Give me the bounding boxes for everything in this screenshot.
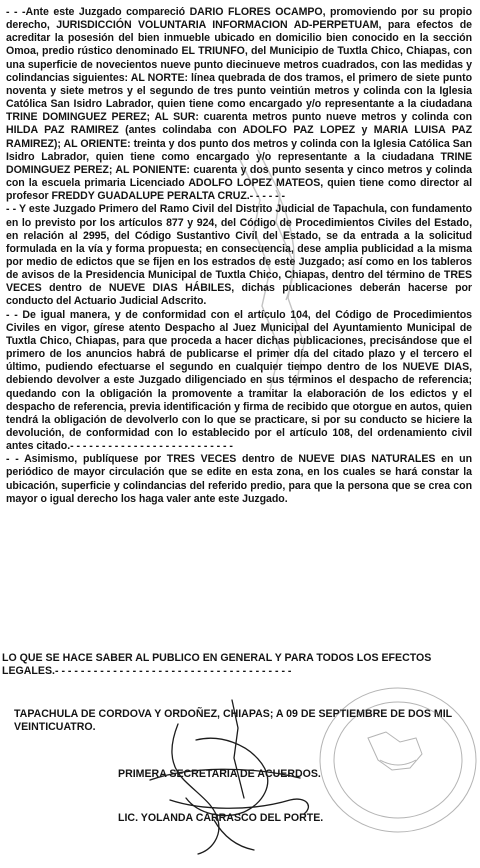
paragraph-publication: - - Asimismo, publíquese por TRES VECES dentro de NUEVE DIAS NATURALES en un periódico de mayor circulación que se edite en esta zona, en los cuales se hará constar la ubicación, superficie y colindancias del referido predio, para que la persona que se crea con mayor o igual derecho los haga valer ante este Juzgado. [6,453,472,505]
signature-office: PRIMERA SECRETARIA DE ACUERDOS. [118,768,321,780]
paragraph-petition: - - -Ante este Juzgado compareció DARIO FLORES OCAMPO, promoviendo por su propio derecho, JURISDICCIÓN VOLUNTARIA INFORMACION AD-PERPETUAM, para efectos de acreditar la posesión del bien inmueble ubicado en domicilio bien conocido en la sección Omoa, predio rústico denominado EL TRIUNFO, del Municipio de Tuxtla Chico, Chiapas, con una superficie de novecientos nueve punto diecinueve metros cuadrados, con las medidas y colindancias siguientes: AL NORTE: línea quebrada de dos tramos, el primero de siete punto noventa y siete metros y el segundo de tres punto veintiún metros y colinda con la Iglesia Católica San Isidro Labrador, quien tiene como encargado y/o representante a la ciudadana TRINE DOMINGUEZ PEREZ; AL SUR: cuarenta metros punto nueve metros y colinda con HILDA PAZ RAMIREZ (antes colindaba con ADOLFO PAZ LOPEZ y MARIA LUISA PAZ RAMIREZ); AL ORIENTE: treinta y dos punto dos metros y colinda con la Iglesia Católica San Isidro Labrador, quien tiene como encargado y/o representante a la ciudadana TRINE DOMINGUEZ PEREZ; AL PONIENTE: cuarenta y dos punto sesenta y cinco metros y colinda con la escuela primaria Licenciado ADOLFO LOPEZ MATEOS, quien tiene como director al profesor FREDDY GUADALUPE PERALTA CRUZ.- - - - - - [6,6,472,203]
paragraph-dispatch: - - De igual manera, y de conformidad con el artículo 104, del Código de Procedimientos Civiles en vigor, gírese atento Despacho al Juez Municipal del Ayuntamiento Municipal de Tuxtla Chico, Chiapas, para que proceda a hacer dichas publicaciones, precisándose que el primero de los anuncios habrá de publicarse el primer día del citado plazo y el tercero el último, pudiendo efectuarse el segundo en cualquier tiempo dentro de los NUEVE DIAS, debiendo devolver a este Juzgado diligenciado en sus términos el despacho de referencia; quedando con la obligación la promovente a tramitar la elaboración de los edictos y el despacho de referencia, previa identificación y firma de recibido que otorgue en autos, quien tendrá la obligación de devolverlo con lo que se practicare, si por su conducto se hiciere la devolución, de conformidad con lo establecido por el artículo 108, del ordenamiento civil antes citado.- - - - - - - - - - - - - - - - - - - - - - - - - - [6,308,472,453]
place-date: TAPACHULA DE CORDOVA Y ORDOÑEZ, CHIAPAS; A 09 DE SEPTIEMBRE DE DOS MIL VEINTICUATRO. [14,708,452,734]
closing-statement: LO QUE SE HACE SABER AL PUBLICO EN GENERAL Y PARA TODOS LOS EFECTOS LEGALES.- - - - - - - - - - - - - - - - - - - - - - - - - - - - - - - - - - - - - [2,652,432,678]
edict-document [6,6,472,506]
paragraph-admission: - - Y este Juzgado Primero del Ramo Civil del Distrito Judicial de Tapachula, con fundamento en lo previsto por los artículos 877 y 924, del Código de Procedimientos Civiles del Estado, en relación al 2995, del Código Sustantivo Civil del Estado, se da entrada a la solicitud formulada en la vía y forma propuesta; en consecuencia, dese amplia publicidad a la misma por medio de edictos que se fijen en los estrados de este Juzgado; así como en los tableros de avisos de la Presidencia Municipal de Tuxtla Chico, Chiapas, dentro del término de TRES VECES dentro de NUEVE DIAS HÁBILES, dichas publicaciones deberán hacerse por conducto del Actuario Judicial Adscrito. [6,203,472,308]
signature-name: LIC. YOLANDA CARRASCO DEL PORTE. [118,812,324,824]
